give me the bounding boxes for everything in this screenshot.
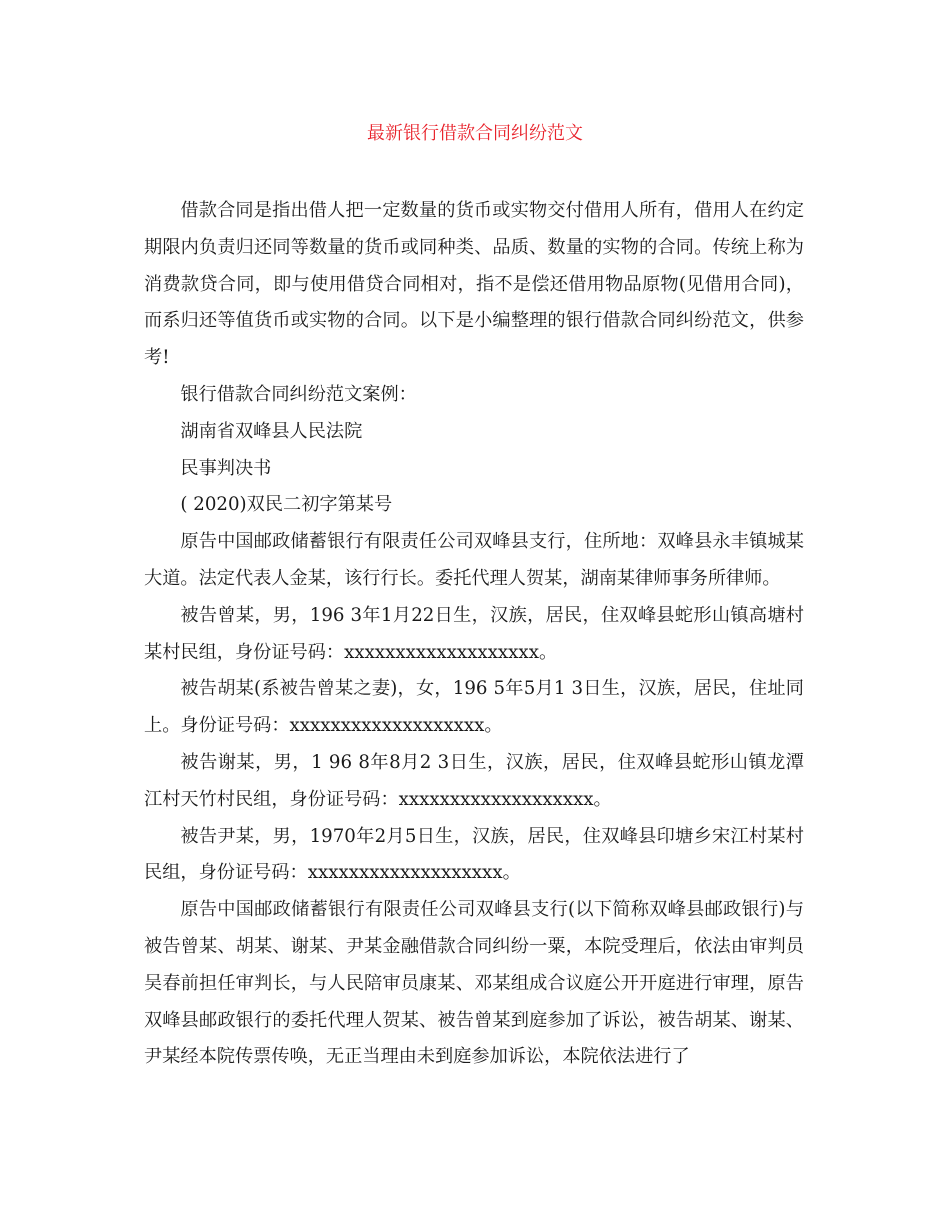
paragraph-court-name: 湖南省双峰县人民法院 bbox=[180, 420, 363, 442]
paragraph-judgment-type: 民事判决书 bbox=[180, 457, 272, 479]
paragraph-defendant-zeng: 被告曾某，男，196 3年1月22日生，汉族，居民，住双峰县蛇形山镇高塘村某村民组，身份证号码：xxxxxxxxxxxxxxxxxxx。 bbox=[144, 604, 804, 663]
paragraph-case-heading: 银行借款合同纠纷范文案例： bbox=[180, 383, 417, 405]
paragraph-proceedings: 原告中国邮政储蓄银行有限责任公司双峰县支行(以下简称双峰县邮政银行)与被告曾某、胡某、谢某、尹某金融借款合同纠纷一粟，本院受理后，依法由审判员吴春前担任审判长，与人民陪审员康某、邓某组成合议庭公开开庭进行审理，原告双峰县邮政银行的委托代理人贺某、被告曾某到庭参加了诉讼，被告胡某、谢某、尹某经本院传票传唤，无正当理由未到庭参加诉讼，本院依法进行了 bbox=[144, 899, 804, 1068]
paragraph-defendant-xie: 被告谢某，男，1 96 8年8月2 3日生，汉族，居民，住双峰县蛇形山镇龙潭江村天竹村民组，身份证号码：xxxxxxxxxxxxxxxxxxx。 bbox=[144, 751, 804, 810]
paragraph-plaintiff: 原告中国邮政储蓄银行有限责任公司双峰县支行，住所地：双峰县永丰镇城某大道。法定代表人金某，该行行长。委托代理人贺某，湖南某律师事务所律师。 bbox=[144, 531, 804, 589]
document-body bbox=[144, 193, 804, 1076]
paragraph-defendant-hu: 被告胡某(系被告曾某之妻)，女，196 5年5月1 3日生，汉族，居民，住址同上。身份证号码：xxxxxxxxxxxxxxxxxxx。 bbox=[144, 678, 804, 737]
paragraph-case-number: ( 2020)双民二初字第某号 bbox=[180, 494, 393, 516]
paragraph-defendant-yin: 被告尹某，男，1970年2月5日生，汉族，居民，住双峰县印塘乡宋江村某村民组，身份证号码：xxxxxxxxxxxxxxxxxxx。 bbox=[144, 825, 804, 884]
document-title: 最新银行借款合同纠纷范文 bbox=[367, 123, 583, 144]
paragraph-intro: 借款合同是指出借人把一定数量的货币或实物交付借用人所有，借用人在约定期限内负责归还同等数量的货币或同种类、品质、数量的实物的合同。传统上称为消费款贷合同，即与使用借贷合同相对，指不是偿还借用物品原物(见借用合同)，而系归还等值货币或实物的合同。以下是小编整理的银行借款合同纠纷范文，供参考! bbox=[144, 200, 804, 369]
